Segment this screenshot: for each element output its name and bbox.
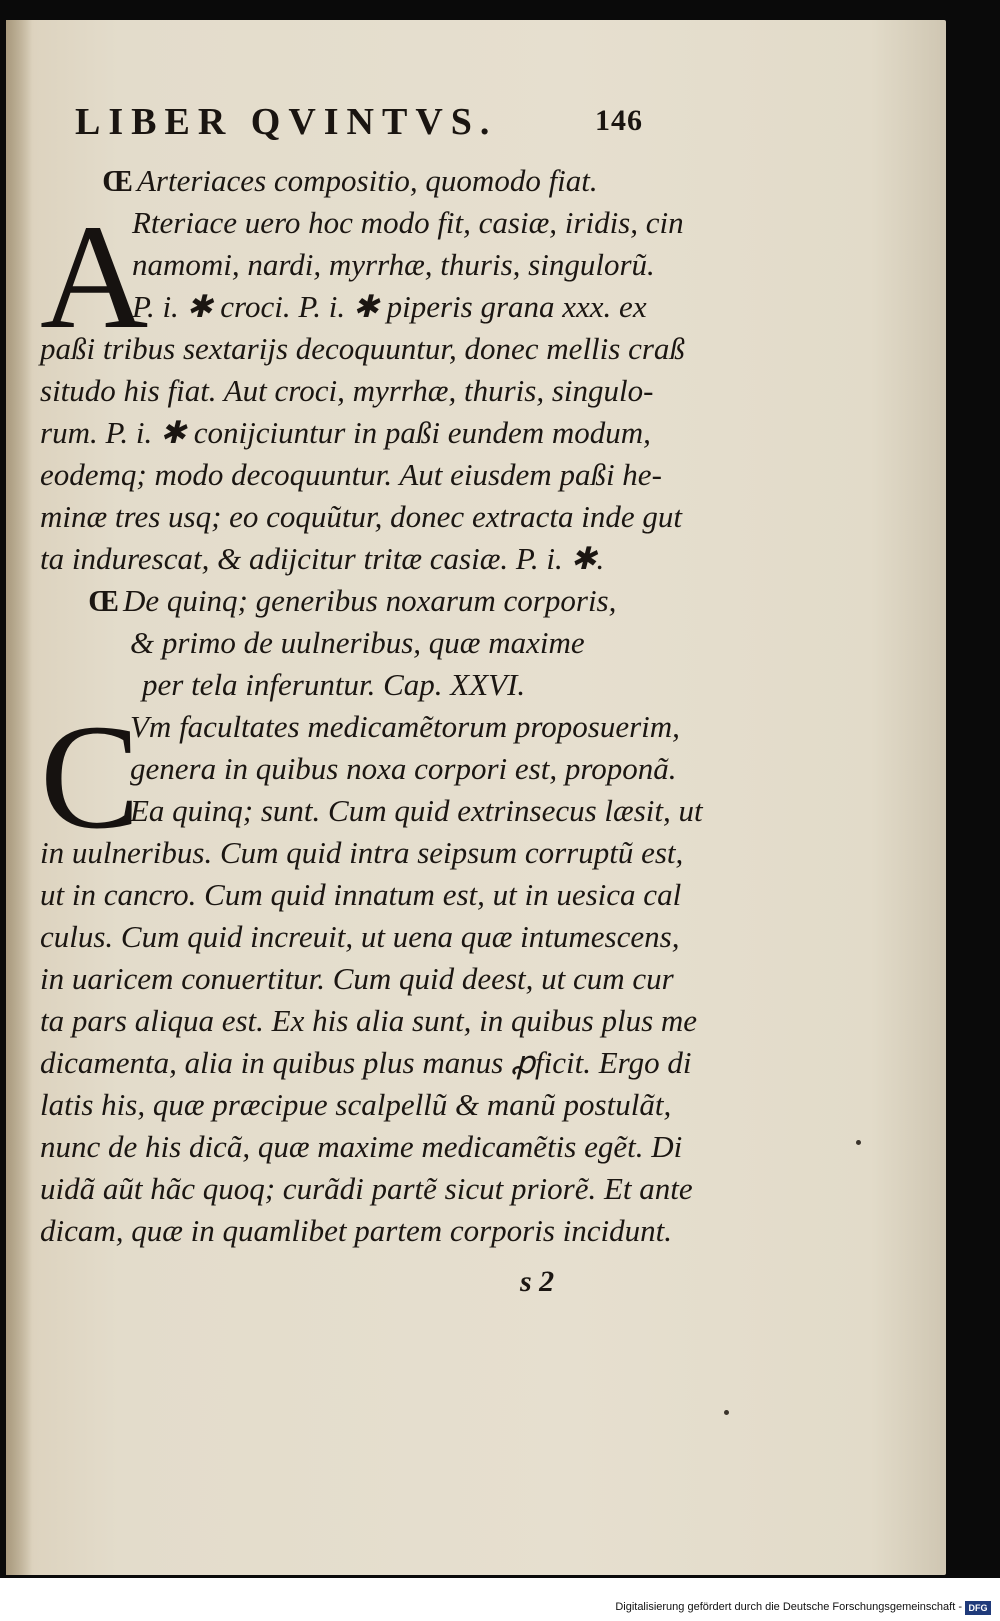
text-line: paßi tribus sextarijs decoquuntur, donec mellis craß bbox=[40, 331, 685, 366]
text-line: Ea quinq; sunt. Cum quid extrinsecus læsit, ut bbox=[130, 793, 703, 828]
chapter-heading-line: per tela inferuntur. Cap. XXVI. bbox=[142, 667, 526, 702]
text-line: P. i. ✱ croci. P. i. ✱ piperis grana xxx. ex bbox=[132, 289, 647, 324]
page-gutter-shadow bbox=[6, 20, 32, 1575]
text-line: namomi, nardi, myrrhæ, thuris, singulorũ. bbox=[132, 247, 655, 282]
text-line: ta indurescat, & adijcitur tritæ casiæ. P. i. ✱. bbox=[40, 541, 605, 576]
text-line: genera in quibus noxa corpori est, proponã. bbox=[130, 751, 677, 786]
text-line: Vm facultates medicamẽtorum proposuerim, bbox=[130, 709, 680, 744]
section-heading-text: Arteriaces compositio, quomodo fiat. bbox=[137, 163, 598, 198]
running-head bbox=[75, 92, 675, 152]
text-line: dicamenta, alia in quibus plus manus ꝓficit. Ergo di bbox=[40, 1045, 692, 1080]
drop-cap-a: A bbox=[40, 194, 149, 360]
text-line: ta pars aliqua est. Ex his alia sunt, in quibus plus me bbox=[40, 1003, 698, 1038]
page-speck bbox=[724, 1410, 729, 1415]
page-number: 146 bbox=[595, 104, 643, 137]
text-line: culus. Cum quid increuit, ut uena quæ intumescens, bbox=[40, 919, 680, 954]
text-line: nunc de his dicã, quæ maxime medicamẽtis egẽt. Di bbox=[40, 1129, 683, 1164]
paragraph-mark-icon: Œ bbox=[88, 583, 119, 618]
chapter-heading-text: De quinq; generibus noxarum corporis, bbox=[123, 583, 617, 618]
footer-bar bbox=[0, 1578, 1000, 1621]
paragraph-mark-icon: Œ bbox=[102, 163, 133, 198]
body-text bbox=[40, 160, 703, 1252]
text-line: eodemq; modo decoquuntur. Aut eiusdem paßi he- bbox=[40, 457, 662, 492]
text-line: latis his, quæ præcipue scalpellũ & manũ postulãt, bbox=[40, 1087, 672, 1122]
text-line: Rteriace uero hoc modo fit, casiæ, iridis, cin bbox=[132, 205, 684, 240]
running-head-title: LIBER QVINTVS. bbox=[75, 101, 498, 143]
text-line: uidã aũt hãc quoq; curãdi partẽ sicut priorẽ. Et ante bbox=[40, 1171, 693, 1206]
text-line: rum. P. i. ✱ conijciuntur in paßi eundem modum, bbox=[40, 415, 651, 450]
digitization-credit: Digitalisierung gefördert durch die Deutsche Forschungsgemeinschaft - bbox=[615, 1601, 962, 1613]
chapter-heading-line: & primo de uulneribus, quæ maxime bbox=[130, 625, 585, 660]
text-line: in uulneribus. Cum quid intra seipsum corruptũ est, bbox=[40, 835, 684, 870]
signature-mark: s 2 bbox=[520, 1265, 555, 1298]
dfg-logo-icon: DFG bbox=[965, 1601, 991, 1615]
text-line: dicam, quæ in quamlibet partem corporis incidunt. bbox=[40, 1213, 673, 1248]
text-line: ut in cancro. Cum quid innatum est, ut in uesica cal bbox=[40, 877, 682, 912]
text-line: minæ tres usq; eo coquũtur, donec extracta inde gut bbox=[40, 499, 682, 534]
page-speck bbox=[856, 1140, 861, 1145]
text-line: in uaricem conuertitur. Cum quid deest, ut cum cur bbox=[40, 961, 674, 996]
text-line: situdo his fiat. Aut croci, myrrhæ, thuris, singulo- bbox=[40, 373, 654, 408]
drop-cap-c: C bbox=[40, 694, 141, 860]
chapter-heading-line bbox=[40, 580, 690, 622]
